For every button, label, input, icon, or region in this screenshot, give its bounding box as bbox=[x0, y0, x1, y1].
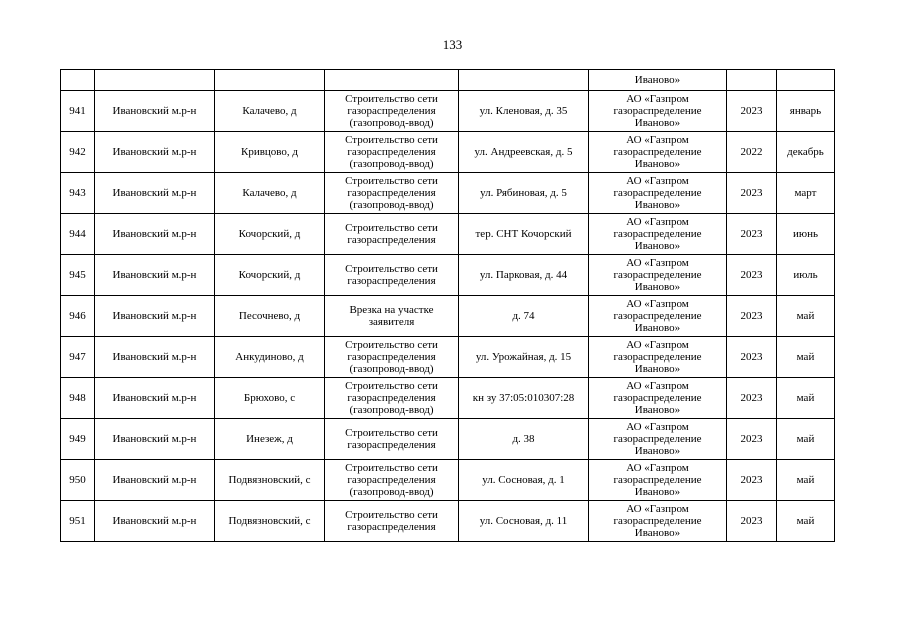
cell-settlement: Калачево, д bbox=[215, 173, 325, 214]
cell-num: 950 bbox=[61, 460, 95, 501]
cell-settlement: Анкудиново, д bbox=[215, 337, 325, 378]
cell-settlement: Подвязновский, с bbox=[215, 501, 325, 542]
cell-address: ул. Кленовая, д. 35 bbox=[459, 91, 589, 132]
cell-org bbox=[589, 501, 727, 542]
cell-work bbox=[325, 91, 459, 132]
table-row bbox=[61, 91, 835, 132]
cell-num: 941 bbox=[61, 91, 95, 132]
cell-work bbox=[325, 255, 459, 296]
cell-year: 2023 bbox=[727, 419, 777, 460]
table-row bbox=[61, 460, 835, 501]
cell-org-line: Иваново» bbox=[634, 240, 681, 252]
table-body bbox=[61, 70, 835, 542]
cell-settlement: Кочорский, д bbox=[215, 214, 325, 255]
cell-district: Ивановский м.р-н bbox=[95, 173, 215, 214]
cell-org bbox=[589, 91, 727, 132]
cell-org-line: газораспределение bbox=[613, 392, 702, 404]
table-row bbox=[61, 419, 835, 460]
cell-org-line: Иваново» bbox=[634, 199, 681, 211]
cell-year: 2023 bbox=[727, 255, 777, 296]
table-row-continuation bbox=[61, 70, 835, 91]
gas-works-table bbox=[60, 69, 835, 542]
cell-num: 942 bbox=[61, 132, 95, 173]
cell-org-line: АО «Газпром bbox=[626, 175, 689, 187]
table-row bbox=[61, 501, 835, 542]
cell-work-line: заявителя bbox=[368, 316, 415, 328]
cell-work bbox=[325, 173, 459, 214]
cell-district: Ивановский м.р-н bbox=[95, 296, 215, 337]
cell-district bbox=[95, 70, 215, 91]
cell-work bbox=[325, 460, 459, 501]
cell-org-line: Иваново» bbox=[634, 363, 681, 375]
table-row bbox=[61, 296, 835, 337]
cell-work-line: Строительство сети bbox=[345, 175, 438, 187]
cell-org bbox=[589, 255, 727, 296]
cell-work-line: (газопровод-ввод) bbox=[349, 199, 434, 211]
cell-year: 2023 bbox=[727, 378, 777, 419]
cell-month: май bbox=[777, 419, 835, 460]
cell-org-line: АО «Газпром bbox=[626, 298, 689, 310]
cell-org-line: АО «Газпром bbox=[626, 421, 689, 433]
cell-work-line: (газопровод-ввод) bbox=[349, 117, 434, 129]
cell-month: март bbox=[777, 173, 835, 214]
cell-district: Ивановский м.р-н bbox=[95, 501, 215, 542]
table-row bbox=[61, 337, 835, 378]
cell-org-line: АО «Газпром bbox=[626, 380, 689, 392]
cell-org bbox=[589, 460, 727, 501]
cell-year: 2023 bbox=[727, 337, 777, 378]
cell-work-line: (газопровод-ввод) bbox=[349, 363, 434, 375]
cell-work-line: газораспределения bbox=[347, 187, 436, 199]
cell-year: 2023 bbox=[727, 296, 777, 337]
cell-org-line: АО «Газпром bbox=[626, 93, 689, 105]
table-row bbox=[61, 173, 835, 214]
cell-work-line: (газопровод-ввод) bbox=[349, 158, 434, 170]
cell-num: 946 bbox=[61, 296, 95, 337]
cell-work bbox=[325, 337, 459, 378]
cell-settlement: Песочнево, д bbox=[215, 296, 325, 337]
cell-work-line: Врезка на участке bbox=[349, 304, 434, 316]
cell-org-line: газораспределение bbox=[613, 433, 702, 445]
cell-work-line: Строительство сети bbox=[345, 93, 438, 105]
cell-org-line: Иваново» bbox=[634, 527, 681, 539]
cell-org bbox=[589, 214, 727, 255]
cell-num bbox=[61, 70, 95, 91]
table-row bbox=[61, 255, 835, 296]
cell-month: июль bbox=[777, 255, 835, 296]
page-number: 133 bbox=[442, 37, 463, 52]
cell-district: Ивановский м.р-н bbox=[95, 132, 215, 173]
cell-district: Ивановский м.р-н bbox=[95, 91, 215, 132]
cell-org-line: газораспределение bbox=[613, 515, 702, 527]
cell-org-line: газораспределение bbox=[613, 310, 702, 322]
cell-work-line: (газопровод-ввод) bbox=[349, 404, 434, 416]
cell-district: Ивановский м.р-н bbox=[95, 378, 215, 419]
cell-address: тер. СНТ Кочорский bbox=[459, 214, 589, 255]
cell-month: май bbox=[777, 337, 835, 378]
cell-settlement: Подвязновский, с bbox=[215, 460, 325, 501]
cell-org-line: газораспределение bbox=[613, 351, 702, 363]
cell-org bbox=[589, 337, 727, 378]
cell-org-line: АО «Газпром bbox=[626, 462, 689, 474]
cell-work-line: газораспределения bbox=[347, 351, 436, 363]
cell-work-line: (газопровод-ввод) bbox=[349, 486, 434, 498]
cell-district: Ивановский м.р-н bbox=[95, 419, 215, 460]
cell-org-line: АО «Газпром bbox=[626, 503, 689, 515]
cell-org-line: Иваново» bbox=[634, 117, 681, 129]
cell-month: май bbox=[777, 460, 835, 501]
cell-org bbox=[589, 378, 727, 419]
cell-year: 2023 bbox=[727, 501, 777, 542]
table-row bbox=[61, 132, 835, 173]
cell-year: 2023 bbox=[727, 460, 777, 501]
cell-org-line: Иваново» bbox=[634, 445, 681, 457]
cell-num: 951 bbox=[61, 501, 95, 542]
cell-work bbox=[325, 132, 459, 173]
cell-org-line: Иваново» bbox=[634, 486, 681, 498]
cell-num: 944 bbox=[61, 214, 95, 255]
cell-org bbox=[589, 173, 727, 214]
cell-num: 943 bbox=[61, 173, 95, 214]
cell-month: май bbox=[777, 501, 835, 542]
cell-org-line: Иваново» bbox=[634, 404, 681, 416]
table-row bbox=[61, 378, 835, 419]
cell-address: ул. Урожайная, д. 15 bbox=[459, 337, 589, 378]
cell-org-line: Иваново» bbox=[634, 281, 681, 293]
cell-settlement: Инезеж, д bbox=[215, 419, 325, 460]
cell-work-line: Строительство сети bbox=[345, 427, 438, 439]
cell-address: ул. Парковая, д. 44 bbox=[459, 255, 589, 296]
cell-work-line: газораспределения bbox=[347, 521, 436, 533]
cell-org-line: газораспределение bbox=[613, 187, 702, 199]
cell-address: ул. Сосновая, д. 11 bbox=[459, 501, 589, 542]
cell-district: Ивановский м.р-н bbox=[95, 337, 215, 378]
cell-year: 2023 bbox=[727, 214, 777, 255]
cell-settlement: Калачево, д bbox=[215, 91, 325, 132]
cell-work-line: Строительство сети bbox=[345, 134, 438, 146]
cell-org-line: газораспределение bbox=[613, 269, 702, 281]
cell-year: 2023 bbox=[727, 91, 777, 132]
cell-work-line: газораспределения bbox=[347, 439, 436, 451]
cell-org-line: газораспределение bbox=[613, 146, 702, 158]
cell-address: ул. Рябиновая, д. 5 bbox=[459, 173, 589, 214]
cell-work bbox=[325, 296, 459, 337]
cell-work-line: газораспределения bbox=[347, 105, 436, 117]
cell-work bbox=[325, 70, 459, 91]
cell-org-line: газораспределение bbox=[613, 228, 702, 240]
cell-address: д. 74 bbox=[459, 296, 589, 337]
cell-district: Ивановский м.р-н bbox=[95, 460, 215, 501]
cell-month: май bbox=[777, 378, 835, 419]
cell-year: 2022 bbox=[727, 132, 777, 173]
cell-work-line: газораспределения bbox=[347, 474, 436, 486]
cell-month: июнь bbox=[777, 214, 835, 255]
cell-address: кн зу 37:05:010307:28 bbox=[459, 378, 589, 419]
cell-num: 947 bbox=[61, 337, 95, 378]
cell-org-line: Иваново» bbox=[634, 322, 681, 334]
cell-work bbox=[325, 214, 459, 255]
cell-num: 945 bbox=[61, 255, 95, 296]
cell-address: ул. Сосновая, д. 1 bbox=[459, 460, 589, 501]
cell-district: Ивановский м.р-н bbox=[95, 214, 215, 255]
cell-year: 2023 bbox=[727, 173, 777, 214]
cell-org-line: АО «Газпром bbox=[626, 339, 689, 351]
cell-org: Иваново» bbox=[589, 70, 727, 91]
cell-work-line: Строительство сети bbox=[345, 462, 438, 474]
cell-work-line: газораспределения bbox=[347, 392, 436, 404]
cell-num: 949 bbox=[61, 419, 95, 460]
cell-settlement bbox=[215, 70, 325, 91]
cell-org-line: АО «Газпром bbox=[626, 216, 689, 228]
cell-num: 948 bbox=[61, 378, 95, 419]
table-row bbox=[61, 214, 835, 255]
cell-org bbox=[589, 296, 727, 337]
cell-work bbox=[325, 419, 459, 460]
cell-org-line: АО «Газпром bbox=[626, 257, 689, 269]
cell-month: май bbox=[777, 296, 835, 337]
cell-work-line: газораспределения bbox=[347, 146, 436, 158]
cell-work-line: Строительство сети bbox=[345, 339, 438, 351]
cell-work-line: Строительство сети bbox=[345, 263, 438, 275]
cell-address: ул. Андреевская, д. 5 bbox=[459, 132, 589, 173]
cell-district: Ивановский м.р-н bbox=[95, 255, 215, 296]
cell-org bbox=[589, 132, 727, 173]
cell-work-line: Строительство сети bbox=[345, 380, 438, 392]
cell-org-line: газораспределение bbox=[613, 105, 702, 117]
cell-month: январь bbox=[777, 91, 835, 132]
cell-org-line: газораспределение bbox=[613, 474, 702, 486]
cell-work-line: Строительство сети bbox=[345, 222, 438, 234]
cell-org-line: Иваново» bbox=[634, 158, 681, 170]
cell-work-line: газораспределения bbox=[347, 234, 436, 246]
cell-address: д. 38 bbox=[459, 419, 589, 460]
cell-settlement: Брюхово, с bbox=[215, 378, 325, 419]
cell-work bbox=[325, 378, 459, 419]
cell-org bbox=[589, 419, 727, 460]
cell-month: декабрь bbox=[777, 132, 835, 173]
cell-month bbox=[777, 70, 835, 91]
cell-work-line: Строительство сети bbox=[345, 509, 438, 521]
cell-address bbox=[459, 70, 589, 91]
cell-work-line: газораспределения bbox=[347, 275, 436, 287]
cell-org-line: АО «Газпром bbox=[626, 134, 689, 146]
cell-year bbox=[727, 70, 777, 91]
cell-settlement: Кривцово, д bbox=[215, 132, 325, 173]
cell-work bbox=[325, 501, 459, 542]
cell-settlement: Кочорский, д bbox=[215, 255, 325, 296]
